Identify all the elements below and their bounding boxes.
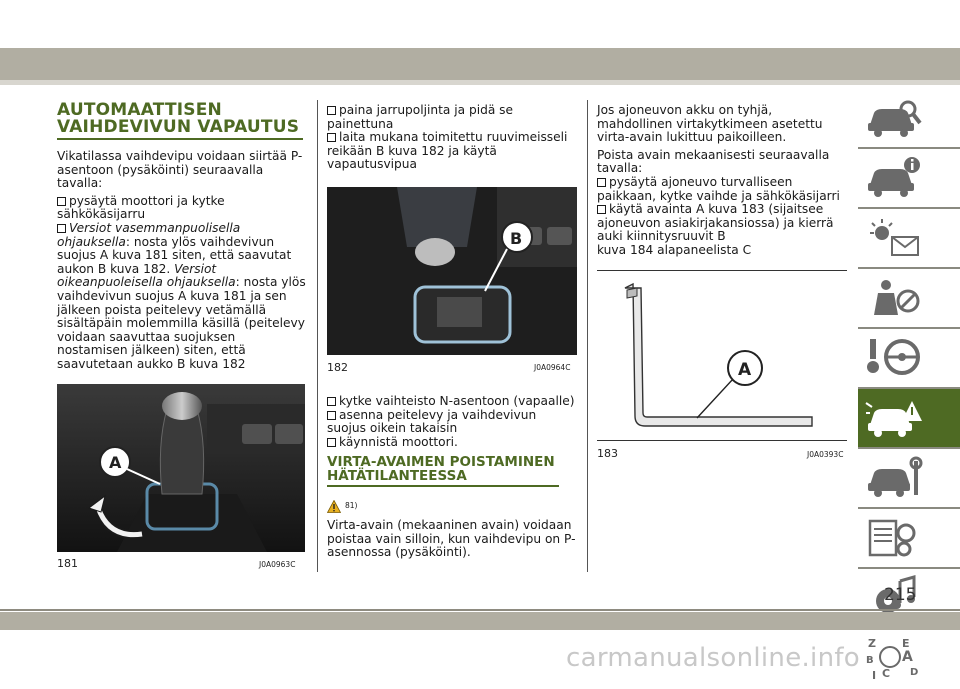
checkbox-icon xyxy=(327,411,336,420)
sidebar-item-know-car[interactable] xyxy=(858,89,960,149)
bottom-band xyxy=(0,612,960,630)
svg-text:B: B xyxy=(510,229,523,248)
step-6-text: asenna peitelevy ja vaihdevivun suojus oikein takaisin xyxy=(327,407,537,436)
sidebar-item-servicing[interactable] xyxy=(858,449,960,509)
index-icon xyxy=(864,635,944,683)
warning-ref-text: 81) xyxy=(345,501,358,511)
car-info-icon xyxy=(864,155,924,199)
steering-wheel-icon xyxy=(864,335,924,379)
checkbox-icon xyxy=(597,178,606,187)
warning-triangle-icon xyxy=(327,500,341,513)
figure-182-number: 182 xyxy=(327,361,348,374)
step-7-text: käynnistä moottori. xyxy=(339,434,458,449)
index-letter-d: D xyxy=(910,667,919,678)
figure-181 xyxy=(57,384,305,552)
index-letter-e: E xyxy=(902,637,910,650)
column-divider-2 xyxy=(587,100,588,572)
car-service-icon xyxy=(864,455,924,499)
warning-reference xyxy=(327,499,357,513)
technical-data-icon xyxy=(864,515,924,559)
top-band-light xyxy=(0,80,960,85)
checkbox-icon xyxy=(57,197,66,206)
figure-181-code: J0A0963C xyxy=(259,560,296,569)
warning-lights-icon xyxy=(864,215,924,259)
index-letter-a: A xyxy=(902,649,913,665)
checkbox-icon xyxy=(327,133,336,142)
col3-para-2: Poista avain mekaanisesti seuraavalla tavalla: xyxy=(597,147,830,176)
sidebar-item-emergency[interactable] xyxy=(858,389,960,449)
watermark: carmanualsonline.info xyxy=(566,643,861,673)
bottom-band-line xyxy=(0,609,960,611)
sidebar-item-index[interactable] xyxy=(858,629,960,689)
checkbox-icon xyxy=(597,205,606,214)
index-letter-b: B xyxy=(866,655,874,666)
column-2 xyxy=(327,104,577,172)
svg-text:A: A xyxy=(109,453,122,472)
heading-2-line1: VIRTA-AVAIMEN POISTAMINEN xyxy=(327,454,555,471)
gear-opening-photo xyxy=(327,187,577,355)
section-title-line2: VAIHDEVIVUN VAPAUTUS xyxy=(57,117,300,137)
step-2-italic: Versiot vasemmanpuolisella ohjauksella xyxy=(57,220,241,249)
column-3 xyxy=(597,104,849,258)
checkbox-icon xyxy=(327,397,336,406)
column-1 xyxy=(57,102,307,372)
page-number: 215 xyxy=(884,585,917,605)
figure-182 xyxy=(327,187,577,355)
car-search-icon xyxy=(864,95,924,139)
figure-183-top-rule xyxy=(597,270,847,271)
step-2b-text: : nosta ylös vaihdevivun suojus A kuva 181 ja sen jälkeen poista peitelevy vetämällä sisältäpäin molemmilla käsillä (peitelevy voidaan saavuttaa suojuksen nostamisen jälkeen) siten, että saavutetaan aukko B kuva 182 xyxy=(57,275,306,371)
col3-step-2-text: käytä avainta A kuva 183 (sijaitsee ajoneuvon asiakirjakansiossa) ja kierrä auki kiinnitysruuvit B xyxy=(597,202,834,244)
col3-step-3: kuva 184 alapaneelista C xyxy=(597,242,752,257)
step-2b-italic: Versiot oikeanpuoleisella ohjauksella xyxy=(57,261,236,290)
figure-183-code: J0A0393C xyxy=(807,450,844,459)
step-5 xyxy=(327,395,579,409)
figure-183 xyxy=(597,276,847,438)
heading-2-rule xyxy=(327,485,559,487)
step-2-text: : nosta ylös vaihdevivun suojus A kuva 181 siten, että saavutat aukon B kuva 182. xyxy=(57,234,292,276)
step-5-text: kytke vaihteisto N-asentoon (vapaalle) xyxy=(339,394,575,408)
index-letter-c: C xyxy=(882,667,891,680)
checkbox-icon xyxy=(327,106,336,115)
figure-182-code: J0A0964C xyxy=(534,363,571,372)
index-letter-z: Z xyxy=(868,637,876,650)
index-letter-i: I xyxy=(872,669,877,682)
step-3 xyxy=(327,104,577,131)
col3-step-1 xyxy=(597,176,849,203)
figure-183-bottom-rule xyxy=(597,440,847,441)
figure-181-number: 181 xyxy=(57,557,78,570)
emergency-key-drawing xyxy=(597,276,847,438)
section-title-line1: AUTOMAATTISEN xyxy=(57,100,222,120)
step-6 xyxy=(327,409,579,436)
checkbox-icon xyxy=(57,224,66,233)
step-4 xyxy=(327,131,577,172)
sidebar-item-safety[interactable] xyxy=(858,269,960,329)
key-paragraph: Virta-avain (mekaaninen avain) voidaan poistaa vain silloin, kun vaihdevipu on P-asennossa (pysäköinti). xyxy=(327,517,576,560)
figure-183-number: 183 xyxy=(597,447,618,460)
intro-text: Vikatilassa vaihdevipu voidaan siirtää P-asentoon (pysäköinti) seuraavalla tavalla: xyxy=(57,149,303,191)
heading-2-line2: HÄTÄTILANTEESSA xyxy=(327,468,467,485)
gear-lever-photo xyxy=(57,384,305,552)
sidebar-item-info[interactable] xyxy=(858,149,960,209)
col3-step-1-text: pysäytä ajoneuvo turvalliseen paikkaan, kytke vaihde ja sähkökäsijarri xyxy=(597,174,840,203)
step-3-text: paina jarrupoljinta ja pidä se painettuna xyxy=(327,103,514,131)
step-7 xyxy=(327,436,579,450)
step-4-text: laita mukana toimitettu ruuvimeisseli reikään B kuva 182 ja käytä vapautusvipua xyxy=(327,130,568,172)
col3-step-2 xyxy=(597,203,849,244)
column-divider-1 xyxy=(317,100,318,572)
step-1-text: pysäytä moottori ja kytke sähkökäsijarru xyxy=(57,193,225,222)
top-band xyxy=(0,48,960,80)
sidebar-item-technical[interactable] xyxy=(858,509,960,569)
safety-icon xyxy=(864,275,924,319)
title-rule xyxy=(57,138,303,140)
emergency-car-icon xyxy=(864,395,924,439)
col3-para-1: Jos ajoneuvon akku on tyhjä, mahdollinen virtakytkimeen asetettu virta-avain lukittuu paikoilleen. xyxy=(597,103,823,145)
checkbox-icon xyxy=(327,438,336,447)
svg-text:A: A xyxy=(738,360,752,380)
sidebar-item-warning-lights[interactable] xyxy=(858,209,960,269)
step-1 xyxy=(57,195,307,222)
step-2 xyxy=(57,222,307,372)
column-2-lower xyxy=(327,395,579,564)
sidebar-item-starting-driving[interactable] xyxy=(858,329,960,389)
